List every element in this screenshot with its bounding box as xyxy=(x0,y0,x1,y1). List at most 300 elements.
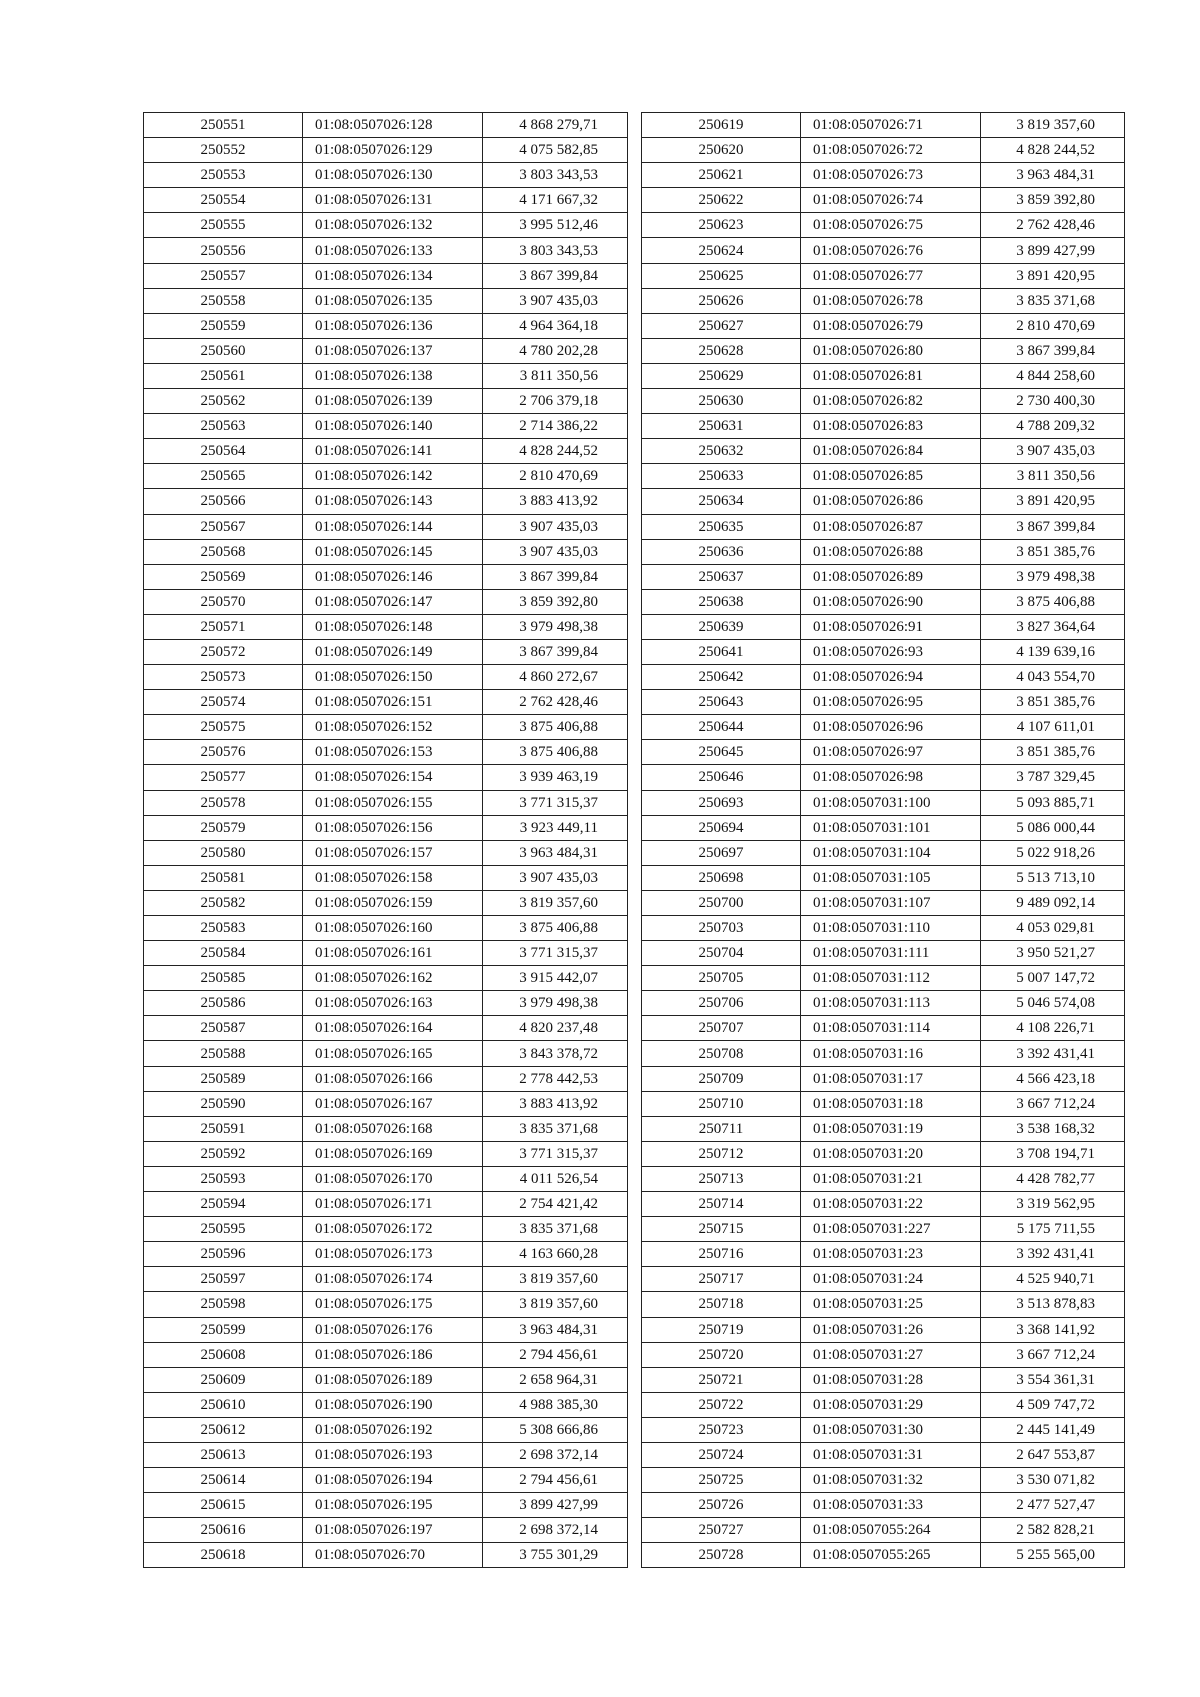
object-number-cell: 250562 xyxy=(144,389,303,414)
object-number-cell: 250718 xyxy=(642,1292,801,1317)
table-row xyxy=(642,1317,1125,1342)
cadastral-number-cell: 01:08:0507026:190 xyxy=(303,1392,483,1417)
cadastral-number-cell: 01:08:0507026:173 xyxy=(303,1242,483,1267)
table-row xyxy=(144,614,628,639)
object-number-cell: 250728 xyxy=(642,1543,801,1568)
cadastral-number-cell: 01:08:0507031:22 xyxy=(801,1192,981,1217)
cadastral-number-cell: 01:08:0507026:70 xyxy=(303,1543,483,1568)
object-number-cell: 250636 xyxy=(642,539,801,564)
table-row xyxy=(144,213,628,238)
object-number-cell: 250625 xyxy=(642,263,801,288)
cadastral-value-cell: 3 771 315,37 xyxy=(483,1141,628,1166)
cadastral-number-cell: 01:08:0507026:150 xyxy=(303,665,483,690)
object-number-cell: 250706 xyxy=(642,991,801,1016)
object-number-cell: 250573 xyxy=(144,665,303,690)
cadastral-value-cell: 3 843 378,72 xyxy=(483,1041,628,1066)
cadastral-number-cell: 01:08:0507026:75 xyxy=(801,213,981,238)
table-row xyxy=(144,690,628,715)
object-number-cell: 250632 xyxy=(642,439,801,464)
cadastral-number-cell: 01:08:0507026:82 xyxy=(801,389,981,414)
object-number-cell: 250633 xyxy=(642,464,801,489)
cadastral-value-cell: 2 477 527,47 xyxy=(981,1493,1125,1518)
cadastral-value-cell: 2 698 372,14 xyxy=(483,1442,628,1467)
object-number-cell: 250594 xyxy=(144,1192,303,1217)
cadastral-value-cell: 4 075 582,85 xyxy=(483,138,628,163)
object-number-cell: 250620 xyxy=(642,138,801,163)
cadastral-number-cell: 01:08:0507031:105 xyxy=(801,865,981,890)
table-row xyxy=(642,288,1125,313)
cadastral-value-cell: 3 915 442,07 xyxy=(483,966,628,991)
object-number-cell: 250582 xyxy=(144,890,303,915)
cadastral-value-cell: 2 754 421,42 xyxy=(483,1192,628,1217)
object-number-cell: 250590 xyxy=(144,1091,303,1116)
cadastral-value-cell: 3 923 449,11 xyxy=(483,815,628,840)
cadastral-number-cell: 01:08:0507026:186 xyxy=(303,1342,483,1367)
object-number-cell: 250624 xyxy=(642,238,801,263)
cadastral-value-cell: 3 995 512,46 xyxy=(483,213,628,238)
cadastral-number-cell: 01:08:0507026:163 xyxy=(303,991,483,1016)
table-row xyxy=(642,138,1125,163)
object-number-cell: 250630 xyxy=(642,389,801,414)
table-body-left xyxy=(144,113,628,1568)
object-number-cell: 250580 xyxy=(144,840,303,865)
cadastral-value-cell: 3 755 301,29 xyxy=(483,1543,628,1568)
cadastral-number-cell: 01:08:0507026:175 xyxy=(303,1292,483,1317)
cadastral-value-cell: 3 538 168,32 xyxy=(981,1116,1125,1141)
cadastral-number-cell: 01:08:0507026:90 xyxy=(801,589,981,614)
cadastral-value-cell: 3 771 315,37 xyxy=(483,790,628,815)
cadastral-value-cell: 5 007 147,72 xyxy=(981,966,1125,991)
cadastral-number-cell: 01:08:0507026:157 xyxy=(303,840,483,865)
cadastral-number-cell: 01:08:0507031:114 xyxy=(801,1016,981,1041)
table-row xyxy=(144,840,628,865)
table-row xyxy=(144,489,628,514)
cadastral-number-cell: 01:08:0507031:27 xyxy=(801,1342,981,1367)
cadastral-value-cell: 3 851 385,76 xyxy=(981,740,1125,765)
table-row xyxy=(642,941,1125,966)
cadastral-number-cell: 01:08:0507026:130 xyxy=(303,163,483,188)
cadastral-value-cell: 3 803 343,53 xyxy=(483,238,628,263)
cadastral-value-cell: 3 819 357,60 xyxy=(981,113,1125,138)
cadastral-value-cell: 3 835 371,68 xyxy=(483,1116,628,1141)
cadastral-number-cell: 01:08:0507026:171 xyxy=(303,1192,483,1217)
table-row xyxy=(642,163,1125,188)
table-row xyxy=(642,1166,1125,1191)
object-number-cell: 250557 xyxy=(144,263,303,288)
cadastral-number-cell: 01:08:0507031:31 xyxy=(801,1442,981,1467)
object-number-cell: 250576 xyxy=(144,740,303,765)
cadastral-number-cell: 01:08:0507026:172 xyxy=(303,1217,483,1242)
object-number-cell: 250725 xyxy=(642,1468,801,1493)
table-row xyxy=(642,1242,1125,1267)
cadastral-value-cell: 5 175 711,55 xyxy=(981,1217,1125,1242)
cadastral-value-cell: 3 708 194,71 xyxy=(981,1141,1125,1166)
cadastral-value-cell: 4 988 385,30 xyxy=(483,1392,628,1417)
table-row xyxy=(642,464,1125,489)
cadastral-number-cell: 01:08:0507031:19 xyxy=(801,1116,981,1141)
cadastral-number-cell: 01:08:0507031:110 xyxy=(801,916,981,941)
table-row xyxy=(642,589,1125,614)
table-row xyxy=(144,890,628,915)
cadastral-value-cell: 4 844 258,60 xyxy=(981,363,1125,388)
object-number-cell: 250704 xyxy=(642,941,801,966)
object-number-cell: 250616 xyxy=(144,1518,303,1543)
cadastral-value-cell: 9 489 092,14 xyxy=(981,890,1125,915)
object-number-cell: 250621 xyxy=(642,163,801,188)
cadastral-value-cell: 3 859 392,80 xyxy=(483,589,628,614)
cadastral-value-cell: 3 392 431,41 xyxy=(981,1242,1125,1267)
object-number-cell: 250577 xyxy=(144,765,303,790)
cadastral-value-cell: 3 811 350,56 xyxy=(483,363,628,388)
object-number-cell: 250583 xyxy=(144,916,303,941)
object-number-cell: 250589 xyxy=(144,1066,303,1091)
object-number-cell: 250644 xyxy=(642,715,801,740)
table-row xyxy=(144,1192,628,1217)
object-number-cell: 250645 xyxy=(642,740,801,765)
object-number-cell: 250565 xyxy=(144,464,303,489)
cadastral-number-cell: 01:08:0507026:146 xyxy=(303,564,483,589)
cadastral-value-cell: 3 851 385,76 xyxy=(981,690,1125,715)
cadastral-value-cell: 3 963 484,31 xyxy=(981,163,1125,188)
cadastral-value-cell: 3 667 712,24 xyxy=(981,1091,1125,1116)
cadastral-number-cell: 01:08:0507026:197 xyxy=(303,1518,483,1543)
table-row xyxy=(642,338,1125,363)
cadastral-number-cell: 01:08:0507026:80 xyxy=(801,338,981,363)
table-row xyxy=(642,740,1125,765)
cadastral-number-cell: 01:08:0507031:20 xyxy=(801,1141,981,1166)
object-number-cell: 250587 xyxy=(144,1016,303,1041)
cadastral-value-cell: 4 011 526,54 xyxy=(483,1166,628,1191)
cadastral-number-cell: 01:08:0507026:74 xyxy=(801,188,981,213)
object-number-cell: 250559 xyxy=(144,313,303,338)
table-row xyxy=(144,363,628,388)
cadastral-value-cell: 5 308 666,86 xyxy=(483,1417,628,1442)
cadastral-value-cell: 3 835 371,68 xyxy=(483,1217,628,1242)
object-number-cell: 250553 xyxy=(144,163,303,188)
cadastral-number-cell: 01:08:0507026:131 xyxy=(303,188,483,213)
cadastral-value-cell: 3 835 371,68 xyxy=(981,288,1125,313)
cadastral-number-cell: 01:08:0507026:128 xyxy=(303,113,483,138)
object-number-cell: 250564 xyxy=(144,439,303,464)
object-number-cell: 250703 xyxy=(642,916,801,941)
table-row xyxy=(642,363,1125,388)
table-row xyxy=(642,966,1125,991)
cadastral-number-cell: 01:08:0507026:78 xyxy=(801,288,981,313)
table-row xyxy=(642,1543,1125,1568)
table-row xyxy=(144,288,628,313)
table-row xyxy=(144,639,628,664)
table-row xyxy=(144,1116,628,1141)
cadastral-number-cell: 01:08:0507026:192 xyxy=(303,1417,483,1442)
table-row xyxy=(144,815,628,840)
table-row xyxy=(642,564,1125,589)
cadastral-number-cell: 01:08:0507026:76 xyxy=(801,238,981,263)
object-number-cell: 250556 xyxy=(144,238,303,263)
cadastral-value-cell: 2 730 400,30 xyxy=(981,389,1125,414)
cadastral-number-cell: 01:08:0507026:79 xyxy=(801,313,981,338)
cadastral-value-cell: 2 810 470,69 xyxy=(981,313,1125,338)
object-number-cell: 250612 xyxy=(144,1417,303,1442)
table-row xyxy=(144,1442,628,1467)
table-row xyxy=(642,1066,1125,1091)
cadastral-number-cell: 01:08:0507031:227 xyxy=(801,1217,981,1242)
object-number-cell: 250614 xyxy=(144,1468,303,1493)
object-number-cell: 250591 xyxy=(144,1116,303,1141)
cadastral-number-cell: 01:08:0507031:100 xyxy=(801,790,981,815)
object-number-cell: 250597 xyxy=(144,1267,303,1292)
cadastral-value-cell: 3 891 420,95 xyxy=(981,489,1125,514)
cadastral-value-cell: 3 530 071,82 xyxy=(981,1468,1125,1493)
cadastral-value-cell: 2 794 456,61 xyxy=(483,1342,628,1367)
table-row xyxy=(144,790,628,815)
cadastral-number-cell: 01:08:0507026:95 xyxy=(801,690,981,715)
cadastral-value-cell: 3 899 427,99 xyxy=(483,1493,628,1518)
table-row xyxy=(642,790,1125,815)
cadastral-value-cell: 4 964 364,18 xyxy=(483,313,628,338)
cadastral-value-cell: 3 667 712,24 xyxy=(981,1342,1125,1367)
object-number-cell: 250584 xyxy=(144,941,303,966)
table-row xyxy=(144,414,628,439)
cadastral-number-cell: 01:08:0507031:24 xyxy=(801,1267,981,1292)
cadastral-value-cell: 4 868 279,71 xyxy=(483,113,628,138)
cadastral-number-cell: 01:08:0507031:32 xyxy=(801,1468,981,1493)
cadastral-value-cell: 5 022 918,26 xyxy=(981,840,1125,865)
cadastral-value-cell: 2 698 372,14 xyxy=(483,1518,628,1543)
object-number-cell: 250569 xyxy=(144,564,303,589)
table-row xyxy=(642,639,1125,664)
cadastral-number-cell: 01:08:0507031:23 xyxy=(801,1242,981,1267)
cadastral-value-cell: 3 907 435,03 xyxy=(483,539,628,564)
table-row xyxy=(642,1292,1125,1317)
cadastral-number-cell: 01:08:0507026:193 xyxy=(303,1442,483,1467)
cadastral-number-cell: 01:08:0507031:21 xyxy=(801,1166,981,1191)
table-row xyxy=(144,916,628,941)
cadastral-number-cell: 01:08:0507026:73 xyxy=(801,163,981,188)
object-number-cell: 250709 xyxy=(642,1066,801,1091)
table-row xyxy=(642,916,1125,941)
table-row xyxy=(144,1367,628,1392)
cadastral-number-cell: 01:08:0507031:107 xyxy=(801,890,981,915)
cadastral-number-cell: 01:08:0507026:161 xyxy=(303,941,483,966)
cadastral-number-cell: 01:08:0507031:104 xyxy=(801,840,981,865)
object-number-cell: 250721 xyxy=(642,1367,801,1392)
cadastral-number-cell: 01:08:0507026:160 xyxy=(303,916,483,941)
cadastral-number-cell: 01:08:0507026:155 xyxy=(303,790,483,815)
cadastral-number-cell: 01:08:0507026:93 xyxy=(801,639,981,664)
table-row xyxy=(642,815,1125,840)
cadastral-number-cell: 01:08:0507026:164 xyxy=(303,1016,483,1041)
cadastral-number-cell: 01:08:0507026:169 xyxy=(303,1141,483,1166)
object-number-cell: 250570 xyxy=(144,589,303,614)
cadastral-number-cell: 01:08:0507026:189 xyxy=(303,1367,483,1392)
table-row xyxy=(642,1016,1125,1041)
cadastral-value-cell: 3 875 406,88 xyxy=(483,740,628,765)
table-row xyxy=(642,665,1125,690)
cadastral-value-cell: 3 771 315,37 xyxy=(483,941,628,966)
table-row xyxy=(144,564,628,589)
cadastral-number-cell: 01:08:0507026:138 xyxy=(303,363,483,388)
object-number-cell: 250727 xyxy=(642,1518,801,1543)
cadastral-value-cell: 3 392 431,41 xyxy=(981,1041,1125,1066)
cadastral-value-cell: 3 867 399,84 xyxy=(483,564,628,589)
cadastral-value-cell: 3 513 878,83 xyxy=(981,1292,1125,1317)
object-number-cell: 250708 xyxy=(642,1041,801,1066)
object-number-cell: 250700 xyxy=(642,890,801,915)
cadastral-number-cell: 01:08:0507026:83 xyxy=(801,414,981,439)
cadastral-number-cell: 01:08:0507026:156 xyxy=(303,815,483,840)
cadastral-number-cell: 01:08:0507026:194 xyxy=(303,1468,483,1493)
table-row xyxy=(144,1518,628,1543)
cadastral-value-cell: 2 706 379,18 xyxy=(483,389,628,414)
cadastral-value-cell: 5 046 574,08 xyxy=(981,991,1125,1016)
table-row xyxy=(144,1468,628,1493)
cadastral-number-cell: 01:08:0507026:98 xyxy=(801,765,981,790)
table-row xyxy=(642,1367,1125,1392)
table-row xyxy=(144,715,628,740)
table-row xyxy=(642,1217,1125,1242)
cadastral-value-cell: 3 554 361,31 xyxy=(981,1367,1125,1392)
cadastral-number-cell: 01:08:0507026:166 xyxy=(303,1066,483,1091)
cadastral-number-cell: 01:08:0507026:162 xyxy=(303,966,483,991)
object-number-cell: 250555 xyxy=(144,213,303,238)
cadastral-value-cell: 2 778 442,53 xyxy=(483,1066,628,1091)
cadastral-number-cell: 01:08:0507026:149 xyxy=(303,639,483,664)
cadastral-value-cell: 3 875 406,88 xyxy=(981,589,1125,614)
cadastral-value-cell: 3 859 392,80 xyxy=(981,188,1125,213)
object-number-cell: 250720 xyxy=(642,1342,801,1367)
table-body-right xyxy=(642,113,1125,1568)
cadastral-value-cell: 3 819 357,60 xyxy=(483,1292,628,1317)
table-row xyxy=(642,113,1125,138)
table-row xyxy=(144,991,628,1016)
cadastral-number-cell: 01:08:0507026:141 xyxy=(303,439,483,464)
object-number-cell: 250627 xyxy=(642,313,801,338)
table-row xyxy=(144,1141,628,1166)
cadastral-value-cell: 3 787 329,45 xyxy=(981,765,1125,790)
table-row xyxy=(144,238,628,263)
cadastral-value-cell: 5 255 565,00 xyxy=(981,1543,1125,1568)
object-number-cell: 250610 xyxy=(144,1392,303,1417)
cadastral-number-cell: 01:08:0507026:94 xyxy=(801,665,981,690)
cadastral-number-cell: 01:08:0507026:174 xyxy=(303,1267,483,1292)
table-row xyxy=(144,188,628,213)
cadastral-number-cell: 01:08:0507026:140 xyxy=(303,414,483,439)
object-number-cell: 250705 xyxy=(642,966,801,991)
cadastral-number-cell: 01:08:0507026:165 xyxy=(303,1041,483,1066)
cadastral-number-cell: 01:08:0507026:143 xyxy=(303,489,483,514)
cadastral-value-cell: 3 963 484,31 xyxy=(483,1317,628,1342)
cadastral-value-cell: 3 819 357,60 xyxy=(483,1267,628,1292)
object-number-cell: 250571 xyxy=(144,614,303,639)
object-number-cell: 250595 xyxy=(144,1217,303,1242)
cadastral-number-cell: 01:08:0507026:87 xyxy=(801,514,981,539)
object-number-cell: 250578 xyxy=(144,790,303,815)
object-number-cell: 250639 xyxy=(642,614,801,639)
object-number-cell: 250629 xyxy=(642,363,801,388)
cadastral-number-cell: 01:08:0507026:77 xyxy=(801,263,981,288)
object-number-cell: 250585 xyxy=(144,966,303,991)
object-number-cell: 250715 xyxy=(642,1217,801,1242)
object-number-cell: 250698 xyxy=(642,865,801,890)
cadastral-number-cell: 01:08:0507031:113 xyxy=(801,991,981,1016)
object-number-cell: 250613 xyxy=(144,1442,303,1467)
cadastral-number-cell: 01:08:0507026:147 xyxy=(303,589,483,614)
table-row xyxy=(144,1267,628,1292)
cadastral-number-cell: 01:08:0507031:17 xyxy=(801,1066,981,1091)
cadastral-number-cell: 01:08:0507026:158 xyxy=(303,865,483,890)
object-number-cell: 250558 xyxy=(144,288,303,313)
cadastral-number-cell: 01:08:0507031:16 xyxy=(801,1041,981,1066)
object-number-cell: 250717 xyxy=(642,1267,801,1292)
cadastral-value-cell: 3 867 399,84 xyxy=(981,338,1125,363)
object-number-cell: 250619 xyxy=(642,113,801,138)
cadastral-value-cell: 4 107 611,01 xyxy=(981,715,1125,740)
object-number-cell: 250560 xyxy=(144,338,303,363)
object-number-cell: 250579 xyxy=(144,815,303,840)
table-row xyxy=(642,1091,1125,1116)
cadastral-number-cell: 01:08:0507031:18 xyxy=(801,1091,981,1116)
object-number-cell: 250646 xyxy=(642,765,801,790)
object-number-cell: 250710 xyxy=(642,1091,801,1116)
table-row xyxy=(144,1217,628,1242)
table-row xyxy=(642,865,1125,890)
cadastral-value-cell: 3 899 427,99 xyxy=(981,238,1125,263)
object-number-cell: 250697 xyxy=(642,840,801,865)
object-number-cell: 250551 xyxy=(144,113,303,138)
table-row xyxy=(144,313,628,338)
cadastral-value-cell: 2 714 386,22 xyxy=(483,414,628,439)
table-row xyxy=(642,1468,1125,1493)
cadastral-number-cell: 01:08:0507026:91 xyxy=(801,614,981,639)
object-number-cell: 250724 xyxy=(642,1442,801,1467)
object-number-cell: 250609 xyxy=(144,1367,303,1392)
object-number-cell: 250693 xyxy=(642,790,801,815)
object-number-cell: 250722 xyxy=(642,1392,801,1417)
table-row xyxy=(642,1392,1125,1417)
object-number-cell: 250567 xyxy=(144,514,303,539)
table-row xyxy=(642,1417,1125,1442)
object-number-cell: 250711 xyxy=(642,1116,801,1141)
object-number-cell: 250563 xyxy=(144,414,303,439)
cadastral-value-cell: 3 979 498,38 xyxy=(483,614,628,639)
table-row xyxy=(642,840,1125,865)
table-row xyxy=(144,113,628,138)
cadastral-value-cell: 4 139 639,16 xyxy=(981,639,1125,664)
object-number-cell: 250618 xyxy=(144,1543,303,1568)
cadastral-value-cell: 4 509 747,72 xyxy=(981,1392,1125,1417)
cadastral-value-cell: 2 647 553,87 xyxy=(981,1442,1125,1467)
cadastral-value-cell: 3 867 399,84 xyxy=(483,263,628,288)
cadastral-number-cell: 01:08:0507026:129 xyxy=(303,138,483,163)
cadastral-value-cell: 3 803 343,53 xyxy=(483,163,628,188)
table-row xyxy=(642,890,1125,915)
table-row xyxy=(144,389,628,414)
table-row xyxy=(642,1041,1125,1066)
cadastral-value-cell: 3 819 357,60 xyxy=(483,890,628,915)
table-row xyxy=(144,439,628,464)
object-number-cell: 250635 xyxy=(642,514,801,539)
table-row xyxy=(642,1192,1125,1217)
table-row xyxy=(144,1166,628,1191)
object-number-cell: 250716 xyxy=(642,1242,801,1267)
table-row xyxy=(642,263,1125,288)
cadastral-number-cell: 01:08:0507026:85 xyxy=(801,464,981,489)
cadastral-number-cell: 01:08:0507026:86 xyxy=(801,489,981,514)
table-row xyxy=(642,1141,1125,1166)
cadastral-number-cell: 01:08:0507026:142 xyxy=(303,464,483,489)
table-row xyxy=(144,1016,628,1041)
object-number-cell: 250615 xyxy=(144,1493,303,1518)
